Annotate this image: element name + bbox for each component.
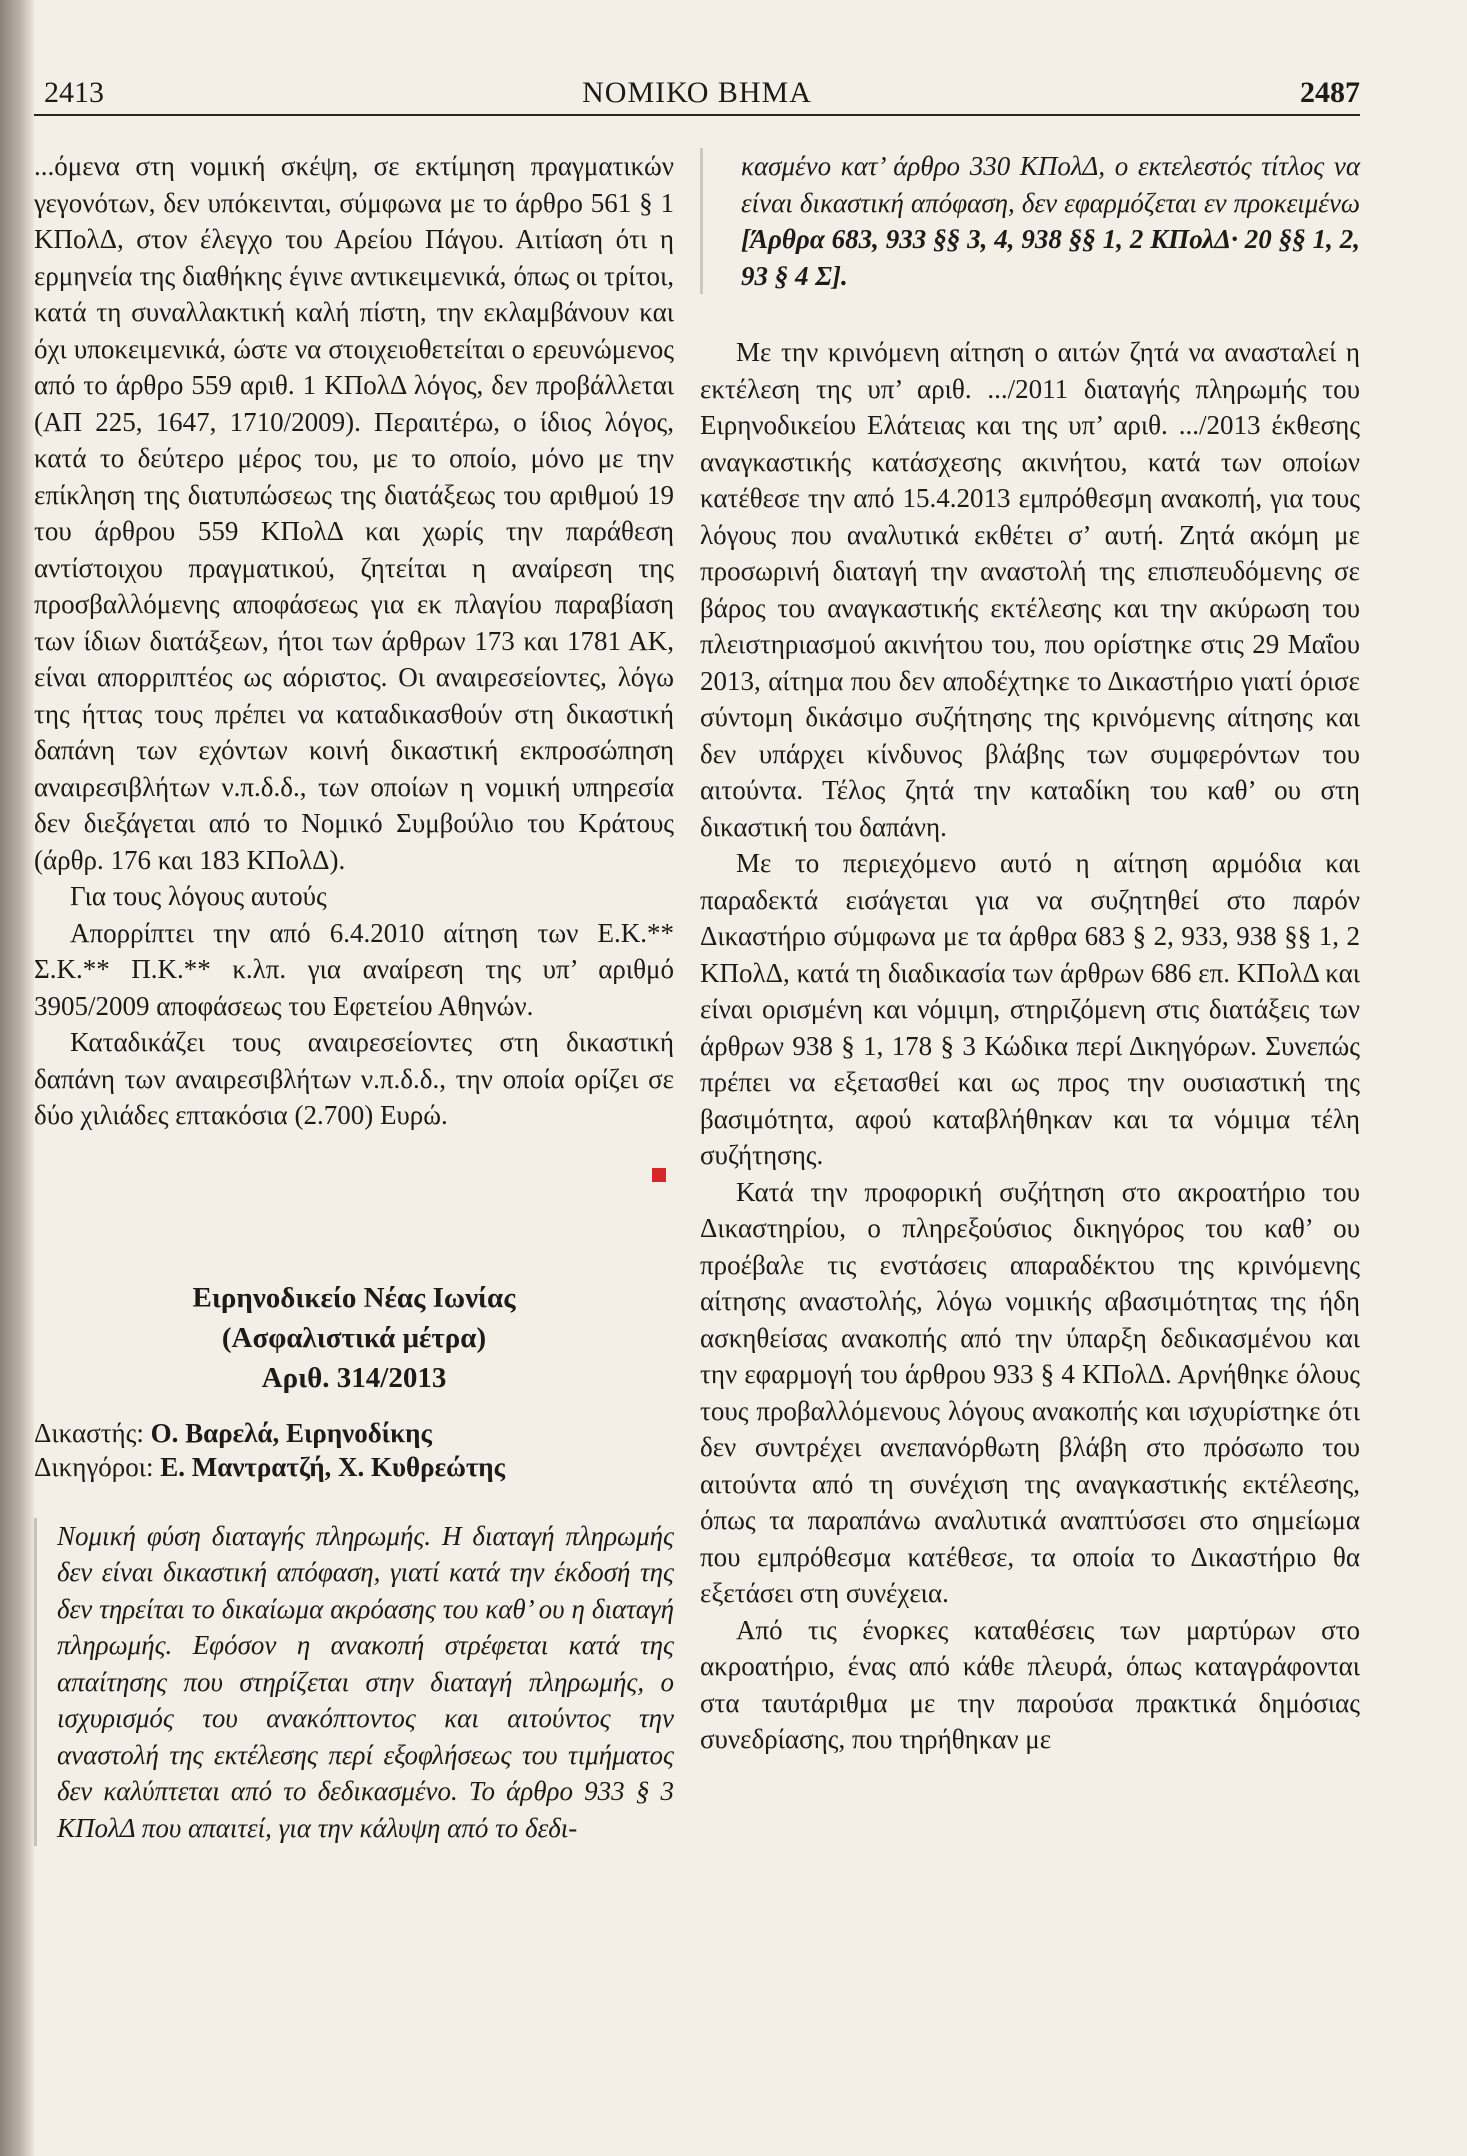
paragraph: Με το περιεχόμενο αυτό η αίτηση αρμόδια και παραδεκτά εισάγεται για να συζητηθεί στο παρόν Δικαστήριο σύμφωνα με τα άρθρα 683 § 2, 933, 938 §§ 1, 2 ΚΠολΔ, κατά τη διαδικασία των άρθρων 686 επ. ΚΠολΔ και είναι ορισμένη και νόμιμη, στηριζόμενη στις διατάξεις των άρθρων 938 § 1, 178 § 3 Κώδικα περί Δικηγόρων. Συνεπώς πρέπει να εξετασθεί και ως προς την ουσιαστική της βασιμότητα, αφού καταβλήθηκαν και τα νόμιμα τέλη συζήτησης. [700,848,1360,1170]
paragraph: ...όμενα στη νομική σκέψη, σε εκτίμηση πραγματικών γεγονότων, δεν υπόκεινται, σύμφωνα με το άρθρο 561 § 1 ΚΠολΔ, στον έλεγχο του Αρείου Πάγου. Αιτίαση ότι η ερμηνεία της διαθήκης έγινε αντικειμενικά, όπως οι τρίτοι, κατά τη συναλλακτική καλή πίστη, την εκλαμβάνουν και όχι υποκειμενικά, ώστε να στοιχειοθετείται ο ερευνώμενος από το άρθρο 559 αριθ. 1 ΚΠολΔ λόγος, δεν προβάλλεται (ΑΠ 225, 1647, 1710/2009). Περαιτέρω, ο ίδιος λόγος, κατά το δεύτερο μέρος του, με το οποίο, μόνο με την επίκληση της διατυπώσεως της διατάξεως του αριθμού 19 του άρθρου 559 ΚΠολΔ και χωρίς την παράθεση αντίστοιχου πραγματικού, ζητείται η αναίρεση της προσβαλλόμενης αποφάσεως για εκ πλαγίου παραβίαση των ίδιων διατάξεων, ήτοι των άρθρων 173 και 1781 ΑΚ, είναι απορριπτέος ως αόριστος. Οι αναιρεσείοντες, λόγω της ήττας τους πρέπει να καταδικασθούν στη δικαστική δαπάνη των εχόντων κοινή δικαστική εκπροσώπηση αναιρεσιβλήτων ν.π.δ.δ., των οποίων η νομική υπηρεσία δεν διεξάγεται από το Νομικό Συμβούλιο του Κράτους (άρθρ. 176 και 183 ΚΠολΔ). [34,151,674,875]
lawyers-names: Ε. Μαντρατζή, Χ. Κυθρεώτης [160,1451,506,1482]
running-header [34,70,1360,116]
lawyers-label: Δικηγόροι: [34,1451,154,1482]
page-number-right: 2487 [1300,76,1360,109]
headnote-text: κασμένο κατ’ άρθρο 330 ΚΠολΔ, ο εκτελεστός τίτλος να είναι δικαστική απόφαση, δεν εφαρμόζεται εν προκειμένω [741,151,1360,218]
paragraph: Με την κρινόμενη αίτηση ο αιτών ζητά να ανασταλεί η εκτέλεση της υπ’ αριθ. .../2011 διαταγής πληρωμής του Ειρηνοδικείου Ελάτειας και της υπ’ αριθ. .../2013 έκθεσης αναγκαστικής κατάσχεσης ακινήτου, κατά των οποίων κατέθεσε την από 15.4.2013 εμπρόθεσμη ανακοπή, για τους λόγους που αναλυτικά εκθέτει σ’ αυτή. Ζητά ακόμη με προσωρινή διαταγή την αναστολή της επισπευδόμενης σε βάρος του αναγκαστικής εκτέλεσης και την ακύρωση του πλειστηριασμού ακινήτου του, που ορίστηκε στις 29 Μαΐου 2013, αίτημα που δεν αποδέχτηκε το Δικαστήριο γιατί όρισε σύντομη δικάσιμο συζήτησης της κρινόμενης αίτησης και δεν υπάρχει κίνδυνος βλάβης των συμφερόντων του αιτούντα. Τέλος ζητά την καταδίκη του καθ’ ου στη δικαστική του δαπάνη. [700,337,1360,842]
page-number-left: 2413 [44,76,104,109]
case-subject: (Ασφαλιστικά μέτρα) [221,1321,487,1354]
headnote-continuation [700,148,1360,294]
case-heading [34,1278,674,1398]
end-of-article-marker [652,1168,666,1182]
judge-line [34,1416,674,1450]
left-column [34,148,674,1846]
court-name: Ειρηνοδικείο Νέας Ιωνίας [192,1281,516,1314]
case-number: Αριθ. 314/2013 [261,1361,447,1394]
operative-heading: Για τους λόγους αυτούς [70,881,327,911]
judge-name: Ο. Βαρελά, Ειρηνοδίκης [150,1417,432,1448]
lawyers-line [34,1450,674,1484]
paragraph: Κατά την προφορική συζήτηση στο ακροατήριο του Δικαστηρίου, ο πληρεξούσιος δικηγόρος του καθ’ ου προέβαλε τις ενστάσεις απαραδέκτου της κρινόμενης αίτησης αναστολής, λόγω νομικής αβασιμότητας της ήδη ασκηθείσας ανακοπής από την ύπαρξη δεδικασμένου και την εφαρμογή του άρθρου 933 § 4 ΚΠολΔ. Αρνήθηκε όλους τους προβαλλόμενους λόγους ανακοπής και ισχυρίστηκε ότι δεν συντρέχει ανεπανόρθωτη βλάβη στο πρόσωπο του αιτούντα από τη συνέχιση της αναγκαστικής εκτέλεσης, όπως τα παραπάνω αναλυτικά αναπτύσσει στο σημείωμα που εμπρόθεσμα κατέθεσε, τα οποία το Δικαστήριο θα εξετάσει στη συνέχεια. [700,1176,1360,1608]
binding-gutter [0,0,34,2156]
paragraph: Καταδικάζει τους αναιρεσείοντες στη δικαστική δαπάνη των αναιρεσιβλήτων ν.π.δ.δ., την οποία ορίζει σε δύο χιλιάδες επτακόσια (2.700) Ευρώ. [34,1027,674,1130]
journal-title: ΝΟΜΙΚΟ ΒΗΜΑ [582,76,812,109]
judge-label: Δικαστής: [34,1417,144,1448]
right-column [700,148,1360,1758]
headnote: Νομική φύση διαταγής πληρωμής. Η διαταγή πληρωμής δεν είναι δικαστική απόφαση, γιατί κατά την έκδοσή της δεν τηρείται το δικαίωμα ακρόασης του καθ’ ου η διαταγή πληρωμής. Εφόσον η ανακοπή στρέφεται κατά της απαίτησης που στηρίζεται στην διαταγή πληρωμής, ο ισχυρισμός του ανακόπτοντος και αιτούντος την αναστολή της εκτέλεσης περί εξοφλήσεως του τιμήματος δεν καλύπτεται από το δεδικασμένο. Το άρθρο 933 § 3 ΚΠολΔ που απαιτεί, για την κάλυψη από το δεδι- [34,1518,674,1847]
statute-references: [Άρθρα 683, 933 §§ 3, 4, 938 §§ 1, 2 ΚΠολΔ· 20 §§ 1, 2, 93 § 4 Σ]. [741,224,1360,291]
paragraph: Από τις ένορκες καταθέσεις των μαρτύρων στο ακροατήριο, ένας από κάθε πλευρά, όπως καταγράφονται στα ταυτάριθμα με την παρούσα πρακτικά δημόσιας συνεδρίασης, που τηρήθηκαν με [700,1614,1360,1754]
court-composition [34,1416,674,1484]
paragraph: Απορρίπτει την από 6.4.2010 αίτηση των Ε.Κ.** Σ.Κ.** Π.Κ.** κ.λπ. για αναίρεση της υπ’ αριθμό 3905/2009 αποφάσεως του Εφετείου Αθηνών. [34,917,674,1021]
